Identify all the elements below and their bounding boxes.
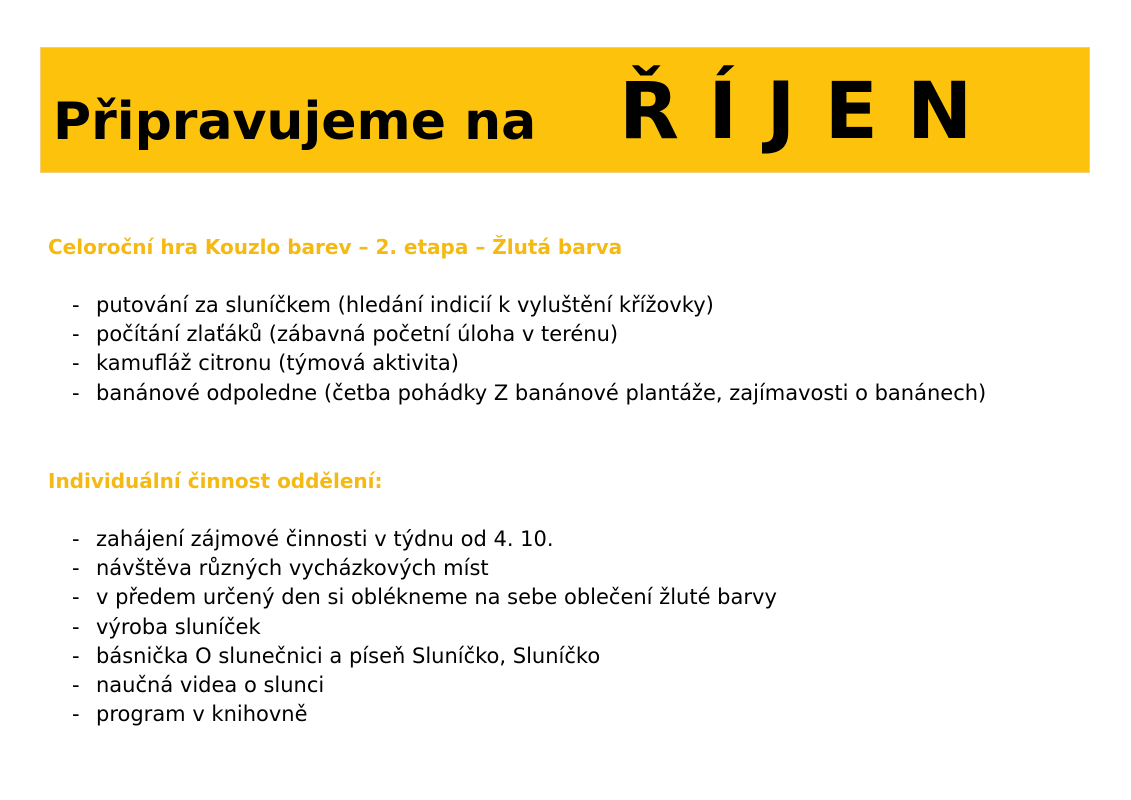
- list-item-text: naučná videa o slunci: [96, 673, 325, 698]
- list-item-text: banánové odpoledne (četba pohádky Z banánové plantáže, zajímavosti o banánech): [96, 380, 987, 405]
- yearly-game-list: [72, 291, 986, 408]
- list-dash: -: [72, 702, 80, 727]
- list-item: [72, 700, 777, 729]
- list-item: [72, 525, 777, 554]
- list-item: [72, 554, 777, 583]
- list-dash: -: [72, 614, 80, 639]
- list-item-text: kamufláž citronu (týmová aktivita): [96, 351, 459, 376]
- list-dash: -: [72, 322, 80, 347]
- list-dash: -: [72, 380, 80, 405]
- list-item: [72, 613, 777, 642]
- list-dash: -: [72, 556, 80, 581]
- department-activity-list: [72, 525, 777, 729]
- list-item: [72, 320, 986, 349]
- list-item-text: zahájení zájmové činnosti v týdnu od 4. 10.: [96, 527, 554, 551]
- list-dash: -: [72, 527, 80, 551]
- list-dash: -: [72, 643, 80, 668]
- list-dash: -: [72, 351, 80, 376]
- list-item: [72, 642, 777, 671]
- list-item-text: počítání zlaťáků (zábavná početní úloha v terénu): [96, 322, 619, 347]
- section-heading-yearly-game: Celoroční hra Kouzlo barev – 2. etapa – Žlutá barva: [48, 235, 623, 259]
- section-heading-department: Individuální činnost oddělení:: [48, 469, 383, 493]
- list-item: [72, 291, 986, 320]
- list-item-text: básnička O slunečnici a píseň Sluníčko, Sluníčko: [96, 643, 601, 668]
- list-item-text: putování za sluníčkem (hledání indicií k vyluštění křížovky): [96, 293, 714, 317]
- list-dash: -: [72, 293, 80, 317]
- list-item-text: program v knihovně: [96, 702, 308, 727]
- list-dash: -: [72, 585, 80, 610]
- title-month: Ř Í J E N: [619, 67, 974, 157]
- list-dash: -: [72, 673, 80, 698]
- list-item-text: výroba sluníček: [96, 614, 261, 639]
- list-item: [72, 583, 777, 612]
- list-item-text: návštěva různých vycházkových míst: [96, 556, 489, 581]
- title-prefix: Připravujeme na: [53, 92, 537, 152]
- list-item: [72, 671, 777, 700]
- title-banner-inner: [49, 50, 1029, 170]
- list-item: [72, 349, 986, 378]
- title-banner: [40, 47, 1090, 173]
- list-item: [72, 379, 986, 408]
- list-item-text: v předem určený den si oblékneme na sebe oblečení žluté barvy: [96, 585, 777, 610]
